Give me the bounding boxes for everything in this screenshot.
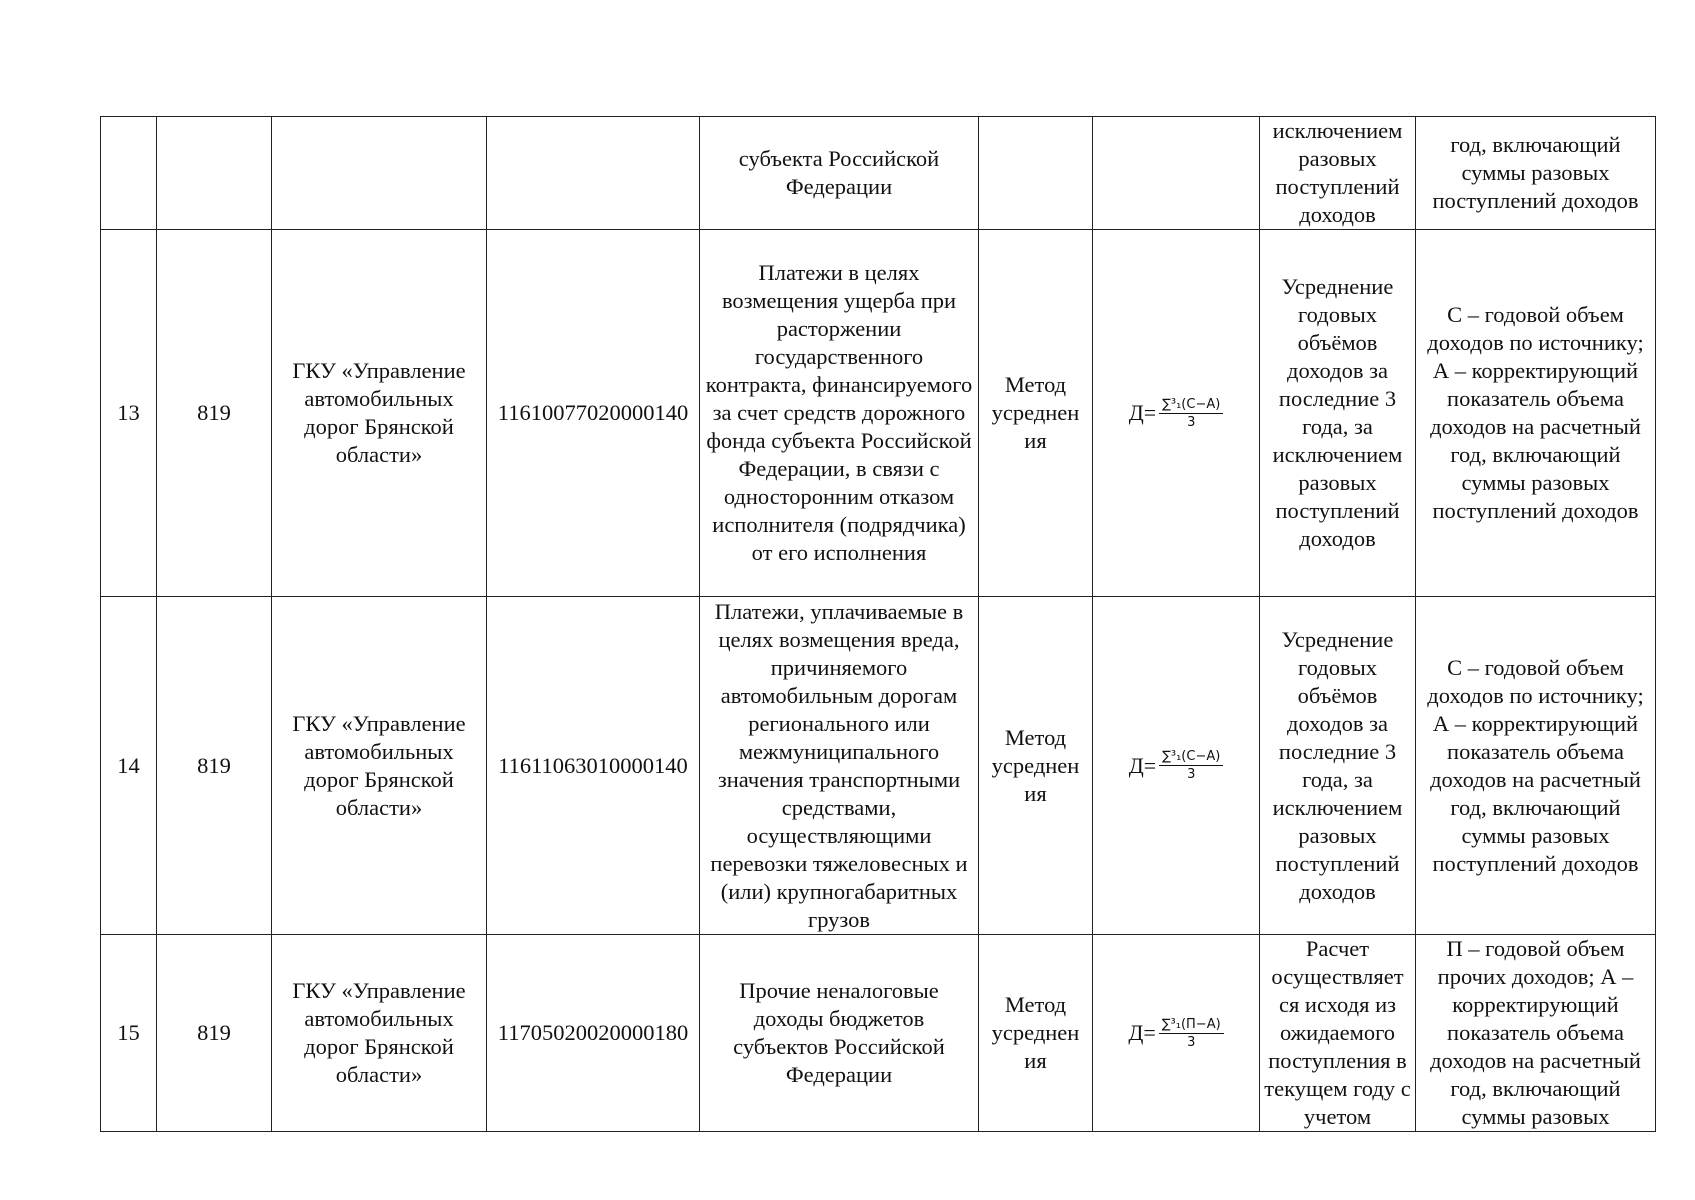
formula bbox=[1093, 597, 1260, 935]
kbk-code bbox=[487, 117, 700, 230]
formula-fraction bbox=[1159, 749, 1223, 782]
table-row bbox=[101, 597, 1656, 935]
table-row bbox=[101, 117, 1656, 230]
calc-method: Метод усреднен ия bbox=[979, 597, 1093, 935]
kbk-code: 11611063010000140 bbox=[487, 597, 700, 935]
formula-expression bbox=[1128, 1017, 1223, 1050]
formula-numerator: ∑³₁(П−А) bbox=[1159, 1017, 1224, 1034]
formula-lhs: Д= bbox=[1128, 400, 1157, 425]
income-name: Платежи в целях возмещения ущерба при расторжении государственного контракта, финансируемого за счет средств дорожного фонда субъекта Российской Федерации, в связи с односторонним отказом исполнителя (подрядчика) от его исполнения bbox=[700, 230, 979, 597]
formula-numerator: ∑³₁(С−А) bbox=[1159, 397, 1223, 414]
indicator-description: год, включающий суммы разовых поступлений доходов bbox=[1416, 117, 1656, 230]
row-number: 13 bbox=[101, 230, 157, 597]
row-number: 14 bbox=[101, 597, 157, 935]
calc-method: Метод усреднен ия bbox=[979, 935, 1093, 1132]
admin-code: 819 bbox=[157, 597, 272, 935]
calc-algorithm: Усреднение годовых объёмов доходов за последние 3 года, за исключением разовых поступлений доходов bbox=[1260, 597, 1416, 935]
admin-code: 819 bbox=[157, 230, 272, 597]
calc-algorithm: Расчет осуществляет ся исходя из ожидаемого поступления в текущем году с учетом bbox=[1260, 935, 1416, 1132]
calc-method: Метод усреднен ия bbox=[979, 230, 1093, 597]
kbk-code: 11610077020000140 bbox=[487, 230, 700, 597]
formula-fraction bbox=[1159, 397, 1223, 430]
income-name: Прочие неналоговые доходы бюджетов субъектов Российской Федерации bbox=[700, 935, 979, 1132]
revenue-forecast-table bbox=[100, 116, 1656, 1132]
admin-name: ГКУ «Управление автомобильных дорог Брянской области» bbox=[272, 230, 487, 597]
formula-expression bbox=[1129, 749, 1224, 782]
formula bbox=[1093, 935, 1260, 1132]
calc-method bbox=[979, 117, 1093, 230]
indicator-description: С – годовой объем доходов по источнику; А – корректирующий показатель объема доходов на расчетный год, включающий суммы разовых поступлений доходов bbox=[1416, 230, 1656, 597]
kbk-code: 11705020020000180 bbox=[487, 935, 700, 1132]
indicator-description: П – годовой объем прочих доходов; А – корректирующий показатель объема доходов на расчетный год, включающий суммы разовых bbox=[1416, 935, 1656, 1132]
formula bbox=[1093, 117, 1260, 230]
formula-expression bbox=[1129, 397, 1224, 430]
formula-denominator: 3 bbox=[1187, 767, 1196, 782]
table-row bbox=[101, 935, 1656, 1132]
formula-lhs: Д= bbox=[1128, 1020, 1156, 1045]
admin-name: ГКУ «Управление автомобильных дорог Брянской области» bbox=[272, 935, 487, 1132]
formula-fraction bbox=[1159, 1017, 1224, 1050]
admin-code bbox=[157, 117, 272, 230]
admin-name: ГКУ «Управление автомобильных дорог Брянской области» bbox=[272, 597, 487, 935]
admin-code: 819 bbox=[157, 935, 272, 1132]
formula-denominator: 3 bbox=[1187, 414, 1196, 430]
formula bbox=[1093, 230, 1260, 597]
formula-lhs: Д= bbox=[1128, 752, 1157, 778]
formula-numerator: ∑³₁(С−А) bbox=[1159, 749, 1223, 766]
indicator-description: С – годовой объем доходов по источнику; А – корректирующий показатель объема доходов на расчетный год, включающий суммы разовых поступлений доходов bbox=[1416, 597, 1656, 935]
admin-name bbox=[272, 117, 487, 230]
row-number bbox=[101, 117, 157, 230]
income-name: Платежи, уплачиваемые в целях возмещения вреда, причиняемого автомобильным дорогам регионального или межмуниципального значения транспортными средствами, осуществляющими перевозки тяжеловесных и (или) крупногабаритных грузов bbox=[700, 597, 979, 935]
formula-denominator: 3 bbox=[1187, 1034, 1196, 1050]
income-name: субъекта Российской Федерации bbox=[700, 117, 979, 230]
calc-algorithm: Усреднение годовых объёмов доходов за последние 3 года, за исключением разовых поступлений доходов bbox=[1260, 230, 1416, 597]
calc-algorithm: исключением разовых поступлений доходов bbox=[1260, 117, 1416, 230]
table-row bbox=[101, 230, 1656, 597]
row-number: 15 bbox=[101, 935, 157, 1132]
